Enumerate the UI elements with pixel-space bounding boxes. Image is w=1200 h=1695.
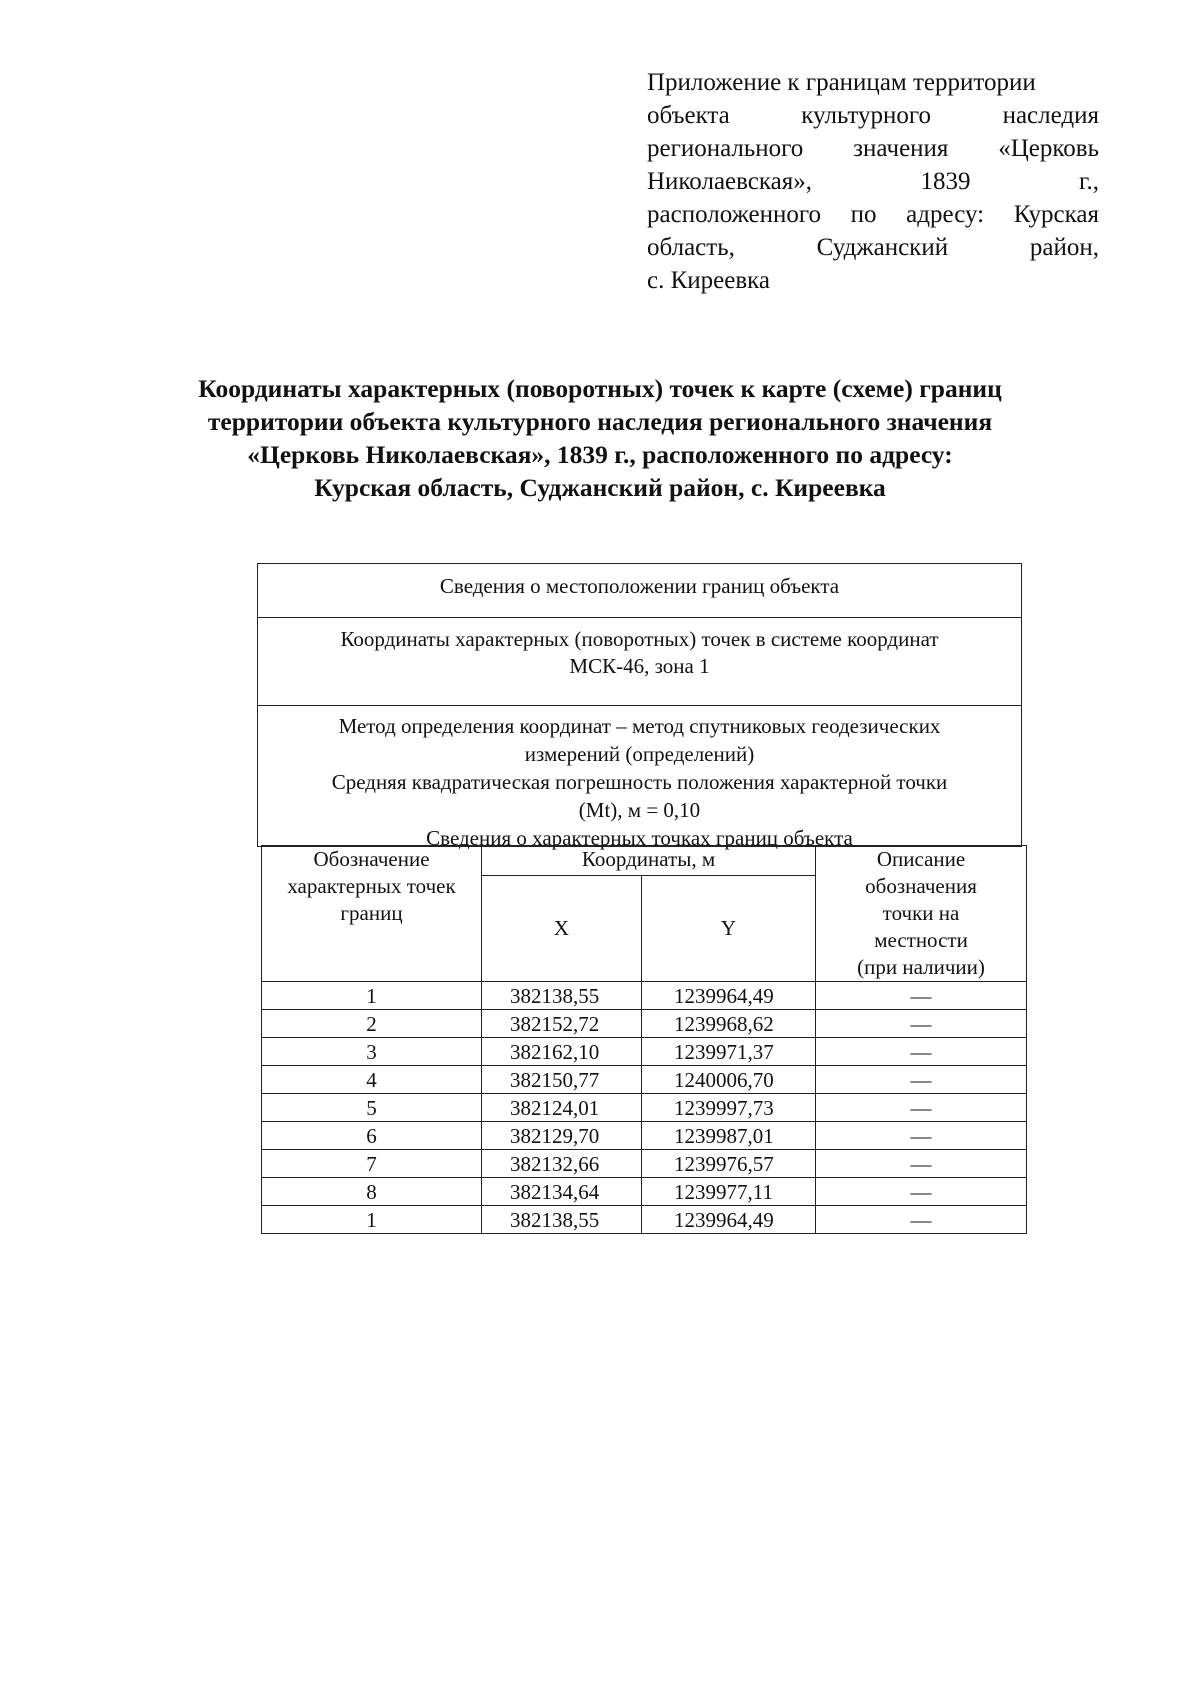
title-line-2: территории объекта культурного наследия регионального значения [207,407,993,436]
appendix-line [647,66,1099,99]
appendix-word: наследия [1002,102,1099,129]
table-row [262,1178,1027,1206]
cell-point: 3 [262,1038,482,1066]
info-section-method [258,706,1021,852]
cell-x: 382152,72 [482,1010,642,1038]
appendix-word: с. Киреевка [647,267,771,294]
info-text: Метод определения координат – метод спутниковых геодезических [338,714,941,738]
cell-y: 1239968,62 [642,1010,816,1038]
coordinates-table [261,845,1027,1234]
appendix-word: Суджанский [816,234,949,261]
header-text: (при наличии) [857,955,985,979]
cell-point: 2 [262,1010,482,1038]
title-line-3: «Церковь Николаевская», 1839 г., расположенного по адресу: [247,440,953,469]
appendix-word: область, [647,234,735,261]
appendix-word: «Церковь [998,135,1099,162]
table-row [262,1010,1027,1038]
appendix-line [647,132,1099,165]
cell-x: 382124,01 [482,1094,642,1122]
appendix-note [647,66,1099,297]
info-text: измерений (определений) [524,742,755,766]
appendix-word: объекта [647,102,730,129]
cell-y: 1239987,01 [642,1122,816,1150]
info-text: Сведения о характерных точках границ объекта [426,826,853,850]
cell-point: 8 [262,1178,482,1206]
header-designation [262,846,482,982]
title-line-4: Курская область, Суджанский район, с. Киреевка [314,473,886,502]
table-row [262,982,1027,1010]
info-section-coordinate-system [258,618,1021,706]
info-text: Средняя квадратическая погрешность положения характерной точки [331,770,948,794]
cell-x: 382129,70 [482,1122,642,1150]
cell-x: 382162,10 [482,1038,642,1066]
appendix-word: по [850,201,877,228]
info-text: МСК-46, зона 1 [569,654,710,678]
header-text: Обозначение [313,847,430,871]
appendix-word: культурного [801,102,932,129]
appendix-line [647,264,1099,297]
cell-x: 382150,77 [482,1066,642,1094]
cell-description: — [816,1010,1027,1038]
appendix-line [647,198,1099,231]
cell-description: — [816,1178,1027,1206]
cell-description: — [816,1122,1027,1150]
appendix-word: адресу: [906,201,985,228]
table-row [262,1122,1027,1150]
cell-x: 382138,55 [482,982,642,1010]
cell-point: 4 [262,1066,482,1094]
table-row [262,1038,1027,1066]
cell-y: 1239964,49 [642,982,816,1010]
cell-y: 1239964,49 [642,1206,816,1234]
header-x: X [482,876,642,982]
header-description [816,846,1027,982]
appendix-word: расположенного [647,201,822,228]
cell-x: 382132,66 [482,1150,642,1178]
header-text: характерных точек [287,874,456,898]
appendix-word: Курская [1013,201,1099,228]
table-row [262,1206,1027,1234]
info-text: Координаты характерных (поворотных) точек в системе координат [340,627,939,651]
cell-description: — [816,1094,1027,1122]
cell-y: 1239997,73 [642,1094,816,1122]
header-text: местности [874,928,968,952]
info-section-location-text: Сведения о местоположении границ объекта [439,574,840,598]
cell-description: — [816,982,1027,1010]
info-box [257,563,1022,850]
header-text: обозначения [865,874,977,898]
header-text: границ [340,901,403,925]
cell-point: 7 [262,1150,482,1178]
info-text: (Mt), м = 0,10 [578,798,701,822]
cell-point: 1 [262,1206,482,1234]
cell-point: 5 [262,1094,482,1122]
table-row [262,1150,1027,1178]
header-text: Координаты, м [581,847,716,871]
header-y: Y [642,876,816,982]
header-text: точки на [882,901,960,925]
title-line-1: Координаты характерных (поворотных) точек к карте (схеме) границ [198,374,1002,403]
cell-y: 1239977,11 [642,1178,816,1206]
cell-y: 1239971,37 [642,1038,816,1066]
appendix-line [647,231,1099,264]
table-row [262,1094,1027,1122]
appendix-word: Николаевская», [647,168,813,195]
appendix-line [647,99,1099,132]
cell-point: 1 [262,982,482,1010]
cell-y: 1239976,57 [642,1150,816,1178]
cell-y: 1240006,70 [642,1066,816,1094]
cell-description: — [816,1206,1027,1234]
table-row [262,1066,1027,1094]
appendix-word: район, [1029,234,1099,261]
document-title [130,372,1070,504]
cell-x: 382134,64 [482,1178,642,1206]
cell-description: — [816,1066,1027,1094]
cell-point: 6 [262,1122,482,1150]
header-coordinates [482,846,816,876]
appendix-word: регионального [647,135,804,162]
appendix-word: Приложение к границам территории [647,69,1036,96]
cell-description: — [816,1150,1027,1178]
appendix-word: г., [1079,168,1099,195]
appendix-word: 1839 [920,168,971,195]
cell-description: — [816,1038,1027,1066]
appendix-word: значения [853,135,949,162]
appendix-line [647,165,1099,198]
cell-x: 382138,55 [482,1206,642,1234]
info-section-location [258,564,1021,618]
header-text: Описание [876,847,966,871]
